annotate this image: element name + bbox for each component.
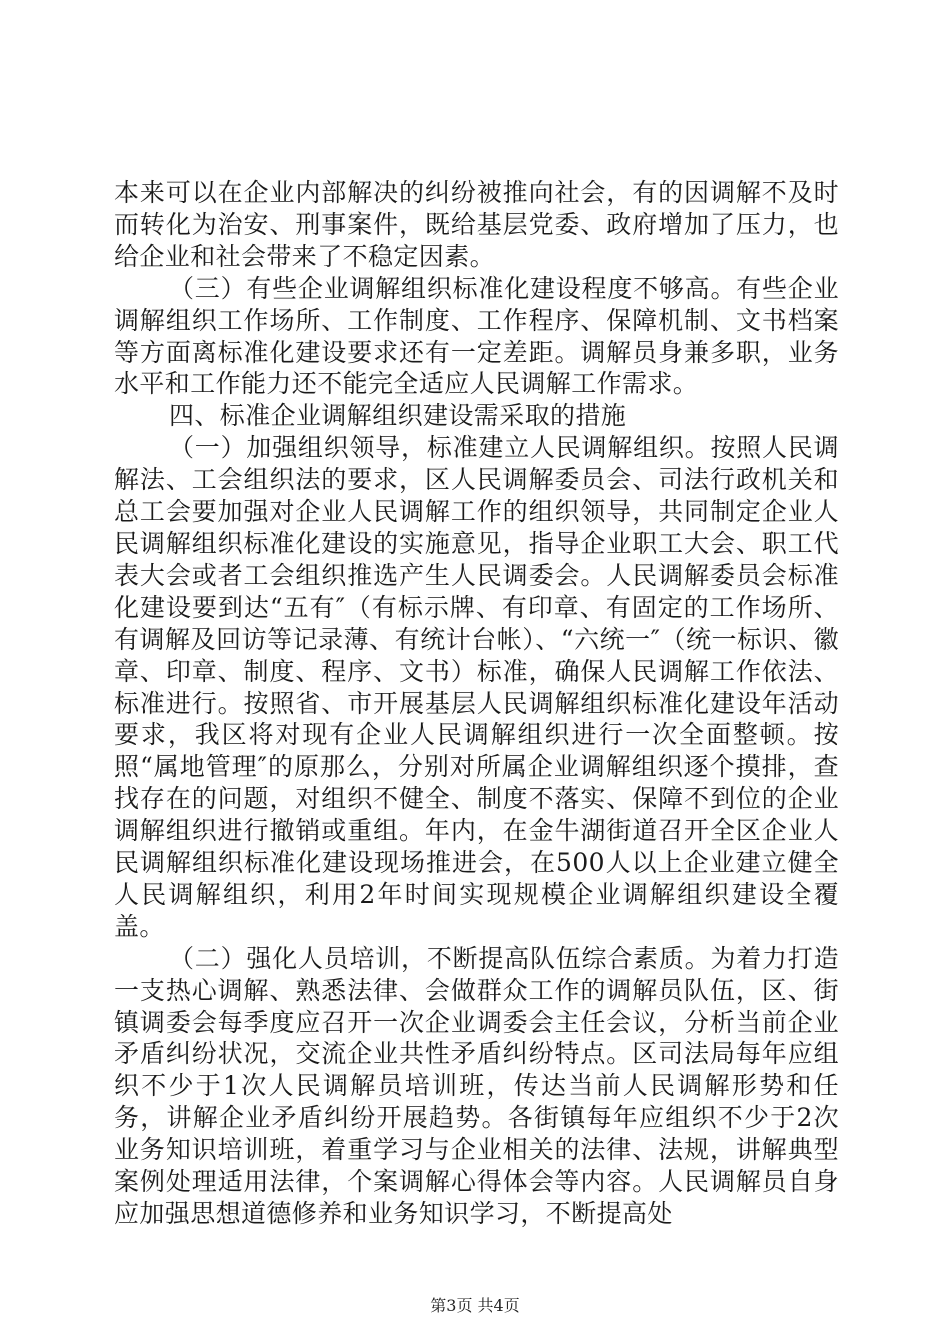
document-body <box>114 177 839 1230</box>
paragraph-issue-three: （三）有些企业调解组织标准化建设程度不够高。有些企业调解组织工作场所、工作制度、工作程序、保障机制、文书档案等方面离标准化建设要求还有一定差距。调解员身兼多职，业务水平和工作能力还不能完全适应人民调解工作需求。 <box>114 273 839 399</box>
paragraph-continuation: 本来可以在企业内部解决的纠纷被推向社会，有的因调解不及时而转化为治安、刑事案件，既给基层党委、政府增加了压力，也给企业和社会带来了不稳定因素。 <box>114 178 839 271</box>
section-heading-measures: 四、标准企业调解组织建设需采取的措施 <box>169 401 627 431</box>
paragraph-measure-two: （二）强化人员培训，不断提高队伍综合素质。为着力打造一支热心调解、熟悉法律、会做群众工作的调解员队伍，区、街镇调委会每季度应召开一次企业调委会主任会议，分析当前企业矛盾纠纷状况，交流企业共性矛盾纠纷特点。区司法局每年应组织不少于1次人民调解员培训班，传达当前人民调解形势和任务，讲解企业矛盾纠纷开展趋势。各街镇每年应组织不少于2次业务知识培训班，着重学习与企业相关的法律、法规，讲解典型案例处理适用法律，个案调解心得体会等内容。人民调解员自身应加强思想道德修养和业务知识学习，不断提高处 <box>114 943 839 1228</box>
paragraph-measure-one: （一）加强组织领导，标准建立人民调解组织。按照人民调解法、工会组织法的要求，区人民调解委员会、司法行政机关和总工会要加强对企业人民调解工作的组织领导，共同制定企业人民调解组织标准化建设的实施意见，指导企业职工大会、职工代表大会或者工会组织推选产生人民调委会。人民调解委员会标准化建设要到达“五有″（有标示牌、有印章、有固定的工作场所、有调解及回访等记录薄、有统计台帐）、“六统一″（统一标识、徽章、印章、制度、程序、文书）标准，确保人民调解工作依法、标准进行。按照省、市开展基层人民调解组织标准化建设年活动要求，我区将对现有企业人民调解组织进行一次全面整顿。按照“属地管理″的原那么，分别对所属企业调解组织逐个摸排，查找存在的问题，对组织不健全、制度不落实、保障不到位的企业调解组织进行撤销或重组。年内，在金牛湖街道召开全区企业人民调解组织标准化建设现场推进会，在500人以上企业建立健全人民调解组织，利用2年时间实现规模企业调解组织建设全覆盖。 <box>114 433 839 941</box>
page-number-footer: 第3页 共4页 <box>430 1296 520 1315</box>
